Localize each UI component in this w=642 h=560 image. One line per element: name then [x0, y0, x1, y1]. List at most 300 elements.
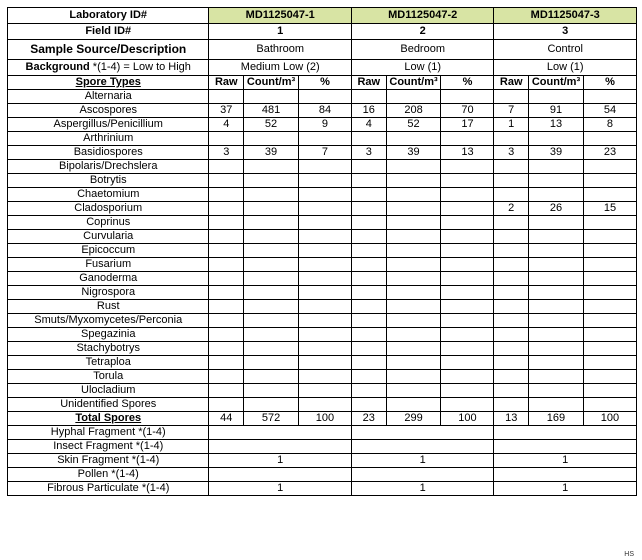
spore-value — [529, 384, 584, 398]
spore-row — [8, 342, 637, 356]
total-value: 44 — [209, 412, 244, 426]
background-label: Background *(1-4) = Low to High — [8, 60, 209, 76]
pct-header: % — [583, 76, 636, 90]
spore-value — [529, 244, 584, 258]
background-2: Low (1) — [351, 60, 493, 76]
spore-value: 26 — [529, 202, 584, 216]
total-value: 23 — [351, 412, 386, 426]
spore-row — [8, 216, 637, 230]
spore-value: 13 — [441, 146, 494, 160]
spore-value — [299, 230, 352, 244]
spore-value — [209, 230, 244, 244]
spore-value: 84 — [299, 104, 352, 118]
spore-value — [529, 258, 584, 272]
spore-value: 3 — [209, 146, 244, 160]
spore-value: 37 — [209, 104, 244, 118]
spore-row — [8, 272, 637, 286]
spore-row — [8, 174, 637, 188]
spore-value — [299, 244, 352, 258]
spore-value: 39 — [244, 146, 299, 160]
spore-value — [494, 174, 529, 188]
spore-value — [529, 216, 584, 230]
spore-value: 9 — [299, 118, 352, 132]
spore-value — [441, 244, 494, 258]
spore-value — [386, 244, 441, 258]
spore-value — [494, 328, 529, 342]
total-value: 299 — [386, 412, 441, 426]
spore-value — [441, 384, 494, 398]
spore-value — [209, 398, 244, 412]
spore-value — [209, 244, 244, 258]
particulate-name: Hyphal Fragment *(1-4) — [8, 426, 209, 440]
spore-name: Spegazinia — [8, 328, 209, 342]
spore-value — [583, 132, 636, 146]
spore-value: 16 — [351, 104, 386, 118]
spore-value — [209, 132, 244, 146]
spore-value — [299, 272, 352, 286]
spore-value — [299, 314, 352, 328]
spore-value — [494, 216, 529, 230]
spore-value — [209, 90, 244, 104]
spore-row — [8, 370, 637, 384]
spore-value — [351, 314, 386, 328]
spore-value — [386, 384, 441, 398]
total-value: 169 — [529, 412, 584, 426]
spore-name: Torula — [8, 370, 209, 384]
spore-value — [494, 398, 529, 412]
spore-row — [8, 188, 637, 202]
total-value: 100 — [583, 412, 636, 426]
spore-value: 208 — [386, 104, 441, 118]
spore-value — [386, 342, 441, 356]
spore-value — [583, 370, 636, 384]
spore-value — [299, 216, 352, 230]
spore-value: 52 — [244, 118, 299, 132]
spore-value — [351, 90, 386, 104]
spore-value — [494, 90, 529, 104]
spore-value — [583, 188, 636, 202]
spore-name: Smuts/Myxomycetes/Perconia — [8, 314, 209, 328]
spore-value — [583, 244, 636, 258]
spore-row — [8, 356, 637, 370]
spore-row — [8, 104, 637, 118]
spore-value: 23 — [583, 146, 636, 160]
spore-value — [299, 384, 352, 398]
spore-value: 8 — [583, 118, 636, 132]
spore-value — [299, 90, 352, 104]
spore-value — [299, 300, 352, 314]
spore-row — [8, 132, 637, 146]
spore-value — [351, 370, 386, 384]
spore-value — [529, 230, 584, 244]
spore-value — [441, 342, 494, 356]
field-id-3: 3 — [494, 24, 637, 40]
spore-value — [529, 342, 584, 356]
spore-value — [386, 314, 441, 328]
particulate-value — [209, 426, 351, 440]
spore-name: Botrytis — [8, 174, 209, 188]
spore-value — [441, 286, 494, 300]
spore-value — [209, 160, 244, 174]
spore-name: Cladosporium — [8, 202, 209, 216]
background-1: Medium Low (2) — [209, 60, 351, 76]
spore-value — [494, 370, 529, 384]
spore-value — [351, 398, 386, 412]
spore-value — [244, 188, 299, 202]
spore-value — [244, 370, 299, 384]
spore-value — [441, 188, 494, 202]
spore-value: 70 — [441, 104, 494, 118]
spore-value — [494, 258, 529, 272]
particulate-value — [209, 440, 351, 454]
raw-header: Raw — [209, 76, 244, 90]
spore-value — [351, 244, 386, 258]
spore-value — [441, 230, 494, 244]
particulate-row — [8, 426, 637, 440]
count-header: Count/m³ — [529, 76, 584, 90]
spore-value — [351, 272, 386, 286]
spore-row — [8, 244, 637, 258]
spore-value — [244, 160, 299, 174]
sample-desc-row — [8, 40, 637, 60]
spore-row — [8, 118, 637, 132]
spore-value — [583, 160, 636, 174]
spore-value — [494, 188, 529, 202]
spore-value — [494, 132, 529, 146]
spore-value — [386, 370, 441, 384]
spore-value: 3 — [351, 146, 386, 160]
spore-value — [583, 342, 636, 356]
spore-value — [299, 174, 352, 188]
spore-value — [299, 286, 352, 300]
spore-value — [299, 160, 352, 174]
spore-value — [351, 342, 386, 356]
spore-value — [209, 202, 244, 216]
particulate-row — [8, 468, 637, 482]
spore-value — [209, 174, 244, 188]
spore-name: Nigrospora — [8, 286, 209, 300]
spore-value — [244, 384, 299, 398]
spore-value — [209, 188, 244, 202]
spore-value — [209, 286, 244, 300]
spore-value — [583, 230, 636, 244]
sample-desc-label: Sample Source/Description — [8, 40, 209, 60]
spore-value — [441, 174, 494, 188]
field-id-row — [8, 24, 637, 40]
spore-value — [529, 272, 584, 286]
spore-value — [494, 356, 529, 370]
spore-value — [441, 160, 494, 174]
total-value: 100 — [441, 412, 494, 426]
background-row — [8, 60, 637, 76]
spore-row — [8, 90, 637, 104]
total-value: 100 — [299, 412, 352, 426]
spore-value — [583, 272, 636, 286]
spore-value — [529, 132, 584, 146]
spore-value — [441, 300, 494, 314]
spore-value — [529, 356, 584, 370]
spore-value — [244, 342, 299, 356]
spore-value — [529, 328, 584, 342]
spore-value — [209, 370, 244, 384]
spore-value — [494, 272, 529, 286]
spore-value — [351, 328, 386, 342]
spore-value — [244, 398, 299, 412]
spore-value: 52 — [386, 118, 441, 132]
spore-value — [299, 398, 352, 412]
total-spores-label: Total Spores — [8, 412, 209, 426]
spore-value — [386, 174, 441, 188]
spore-name: Stachybotrys — [8, 342, 209, 356]
spore-value — [209, 342, 244, 356]
field-id-2: 2 — [351, 24, 493, 40]
particulate-name: Skin Fragment *(1-4) — [8, 454, 209, 468]
spore-value — [244, 272, 299, 286]
spore-value — [299, 188, 352, 202]
spore-value — [299, 202, 352, 216]
spore-value: 13 — [529, 118, 584, 132]
spore-value — [529, 398, 584, 412]
spore-value — [441, 90, 494, 104]
background-3: Low (1) — [494, 60, 637, 76]
spore-value — [209, 314, 244, 328]
spore-value — [583, 356, 636, 370]
spore-value: 91 — [529, 104, 584, 118]
spore-value — [386, 188, 441, 202]
spore-value — [386, 216, 441, 230]
spore-value — [351, 356, 386, 370]
spore-value — [351, 286, 386, 300]
spore-value — [244, 300, 299, 314]
lab-id-3: MD1125047-3 — [494, 8, 637, 24]
spore-value — [351, 216, 386, 230]
spore-value — [209, 216, 244, 230]
spore-value — [583, 174, 636, 188]
sample-desc-2: Bedroom — [351, 40, 493, 60]
spore-value — [494, 342, 529, 356]
spore-value — [244, 286, 299, 300]
spore-value — [209, 384, 244, 398]
spore-value — [583, 398, 636, 412]
lab-id-row — [8, 8, 637, 24]
spore-name: Coprinus — [8, 216, 209, 230]
spore-value — [299, 342, 352, 356]
lab-id-2: MD1125047-2 — [351, 8, 493, 24]
particulate-name: Insect Fragment *(1-4) — [8, 440, 209, 454]
particulate-value — [494, 440, 637, 454]
raw-header: Raw — [494, 76, 529, 90]
pct-header: % — [299, 76, 352, 90]
raw-header: Raw — [351, 76, 386, 90]
spore-name: Aspergillus/Penicillium — [8, 118, 209, 132]
particulate-row — [8, 440, 637, 454]
spore-name: Arthrinium — [8, 132, 209, 146]
spore-value — [529, 300, 584, 314]
particulate-value — [494, 468, 637, 482]
spore-row — [8, 398, 637, 412]
spore-value — [494, 286, 529, 300]
spore-value — [441, 356, 494, 370]
spore-value — [209, 258, 244, 272]
particulate-row — [8, 454, 637, 468]
spore-value — [441, 398, 494, 412]
spore-value — [441, 328, 494, 342]
spore-value — [441, 272, 494, 286]
spore-value — [529, 370, 584, 384]
spore-value — [386, 328, 441, 342]
particulate-value: 1 — [351, 454, 493, 468]
spore-value: 7 — [494, 104, 529, 118]
spore-value — [441, 216, 494, 230]
spore-name: Fusarium — [8, 258, 209, 272]
spore-report-table — [7, 7, 637, 496]
spore-value — [299, 328, 352, 342]
particulate-value: 1 — [209, 454, 351, 468]
spore-value — [441, 258, 494, 272]
particulate-value — [209, 468, 351, 482]
spore-value — [583, 328, 636, 342]
spore-value — [244, 216, 299, 230]
spore-value — [441, 132, 494, 146]
spore-value: 15 — [583, 202, 636, 216]
spore-value — [494, 300, 529, 314]
spore-value — [386, 300, 441, 314]
spore-value — [583, 384, 636, 398]
spore-value — [441, 314, 494, 328]
spore-row — [8, 384, 637, 398]
spore-name: Basidiospores — [8, 146, 209, 160]
particulate-value: 1 — [494, 454, 637, 468]
particulate-value: 1 — [209, 482, 351, 496]
spore-name: Epicoccum — [8, 244, 209, 258]
spore-name: Curvularia — [8, 230, 209, 244]
spore-value — [244, 90, 299, 104]
spore-name: Tetraploa — [8, 356, 209, 370]
spore-value — [244, 174, 299, 188]
field-id-label: Field ID# — [8, 24, 209, 40]
spore-value — [441, 370, 494, 384]
spore-row — [8, 160, 637, 174]
lab-id-label: Laboratory ID# — [8, 8, 209, 24]
spore-value — [386, 160, 441, 174]
spore-row — [8, 258, 637, 272]
spore-value — [386, 132, 441, 146]
count-header: Count/m³ — [244, 76, 299, 90]
spore-value — [386, 258, 441, 272]
total-value: 13 — [494, 412, 529, 426]
spore-value: 4 — [351, 118, 386, 132]
spore-value — [351, 230, 386, 244]
spore-value — [351, 132, 386, 146]
initials: HS — [624, 551, 634, 558]
spore-name: Ganoderma — [8, 272, 209, 286]
spore-value — [386, 356, 441, 370]
spore-value — [529, 90, 584, 104]
particulate-value — [351, 468, 493, 482]
spore-value — [441, 202, 494, 216]
spore-value — [529, 188, 584, 202]
spore-value: 4 — [209, 118, 244, 132]
spore-row — [8, 328, 637, 342]
spore-value — [529, 286, 584, 300]
pct-header: % — [441, 76, 494, 90]
spore-value — [299, 132, 352, 146]
spore-value: 39 — [386, 146, 441, 160]
spore-value — [209, 328, 244, 342]
spore-value — [583, 286, 636, 300]
spore-value — [244, 258, 299, 272]
spore-value — [583, 314, 636, 328]
particulate-row — [8, 482, 637, 496]
spore-value: 2 — [494, 202, 529, 216]
spore-name: Ulocladium — [8, 384, 209, 398]
spore-value — [299, 258, 352, 272]
spore-name: Chaetomium — [8, 188, 209, 202]
spore-value — [583, 258, 636, 272]
particulate-value — [494, 426, 637, 440]
field-id-1: 1 — [209, 24, 351, 40]
spore-value — [351, 258, 386, 272]
spore-value: 3 — [494, 146, 529, 160]
count-header: Count/m³ — [386, 76, 441, 90]
sample-desc-1: Bathroom — [209, 40, 351, 60]
spore-row — [8, 202, 637, 216]
spore-value — [494, 384, 529, 398]
spore-row — [8, 286, 637, 300]
spore-value — [351, 174, 386, 188]
spore-value — [351, 300, 386, 314]
spore-value — [386, 202, 441, 216]
total-value: 572 — [244, 412, 299, 426]
spore-row — [8, 146, 637, 160]
spore-value: 54 — [583, 104, 636, 118]
spore-value — [529, 160, 584, 174]
spore-value — [386, 286, 441, 300]
spore-value — [244, 132, 299, 146]
spore-name: Ascospores — [8, 104, 209, 118]
sample-desc-3: Control — [494, 40, 637, 60]
spore-value — [351, 384, 386, 398]
spore-value — [351, 160, 386, 174]
particulate-name: Pollen *(1-4) — [8, 468, 209, 482]
spore-value: 39 — [529, 146, 584, 160]
spore-value — [386, 398, 441, 412]
spore-value — [209, 300, 244, 314]
spore-value — [529, 174, 584, 188]
spore-value — [244, 202, 299, 216]
particulate-value — [351, 440, 493, 454]
spore-row — [8, 230, 637, 244]
spore-value — [494, 160, 529, 174]
spore-value — [494, 314, 529, 328]
spore-value: 7 — [299, 146, 352, 160]
spore-value: 1 — [494, 118, 529, 132]
spore-row — [8, 314, 637, 328]
spore-value — [351, 188, 386, 202]
spore-value — [583, 216, 636, 230]
spore-value — [299, 356, 352, 370]
spore-value — [299, 370, 352, 384]
spore-row — [8, 300, 637, 314]
particulate-value: 1 — [494, 482, 637, 496]
particulate-value — [351, 426, 493, 440]
spore-value — [583, 300, 636, 314]
spore-value — [244, 244, 299, 258]
spore-name: Bipolaris/Drechslera — [8, 160, 209, 174]
spore-value — [583, 90, 636, 104]
spore-value — [244, 328, 299, 342]
spore-value — [351, 202, 386, 216]
